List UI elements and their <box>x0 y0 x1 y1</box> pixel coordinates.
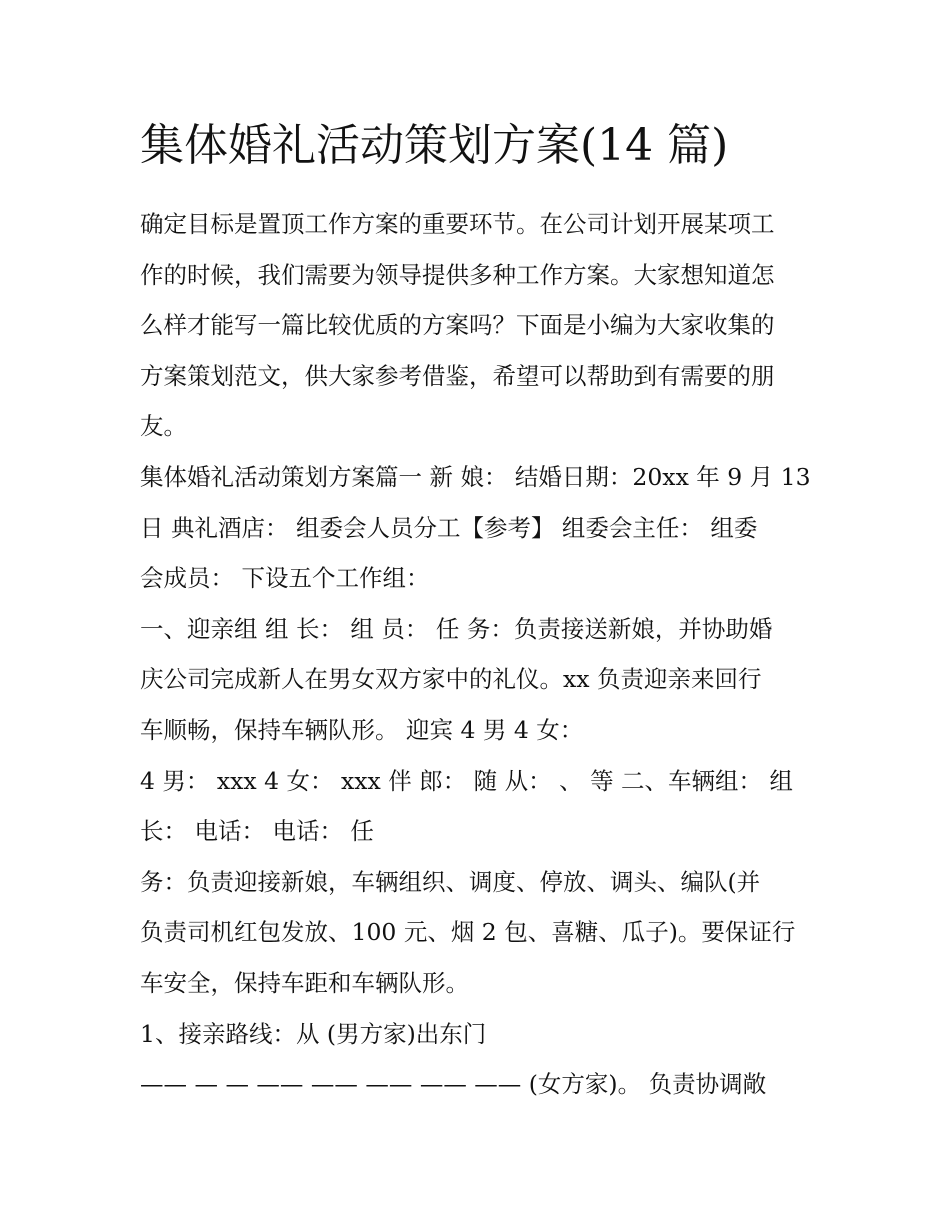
paragraph-line: 1、接亲路线：从 (男方家)出东门 <box>140 1019 487 1048</box>
paragraph-line: —— — — —— —— —— —— —— (女方家)。 负责协调敞 <box>140 1070 767 1099</box>
paragraph-line: 长： 电话： 电话： 任 <box>140 817 374 846</box>
paragraph-line: 务：负责迎接新娘，车辆组织、调度、停放、调头、编队(并 <box>140 867 761 896</box>
paragraph-line: 日 典礼酒店： 组委会人员分工【参考】 组委会主任： 组委 <box>140 513 758 542</box>
paragraph-line: 4 男： xxx 4 女： xxx 伴 郎： 随 从： 、 等 二、车辆组： 组 <box>140 766 794 795</box>
paragraph-line: 方案策划范文，供大家参考借鉴，希望可以帮助到有需要的朋 <box>140 361 775 390</box>
paragraph-line: 负责司机红包发放、100 元、烟 2 包、喜糖、瓜子)。要保证行 <box>140 918 796 947</box>
document-body <box>140 199 830 1110</box>
paragraph-line: 一、迎亲组 组 长： 组 员： 任 务：负责接送新娘，并协助婚 <box>140 614 773 643</box>
paragraph-line: 作的时候，我们需要为领导提供多种工作方案。大家想知道怎 <box>140 260 775 289</box>
paragraph-line: 庆公司完成新人在男女双方家中的礼仪。xx 负责迎亲来回行 <box>140 665 762 694</box>
paragraph-line: 车安全，保持车距和车辆队形。 <box>140 968 469 997</box>
paragraph-line: 车顺畅，保持车辆队形。 迎宾 4 男 4 女： <box>140 715 584 744</box>
document-title: 集体婚礼活动策划方案(14 篇) <box>140 120 729 171</box>
paragraph-line: 友。 <box>140 412 187 441</box>
paragraph-line: 集体婚礼活动策划方案篇一 新 娘： 结婚日期：20xx 年 9 月 13 <box>140 462 811 491</box>
paragraph-line: 确定目标是置顶工作方案的重要环节。在公司计划开展某项工 <box>140 210 775 238</box>
paragraph-line: 么样才能写一篇比较优质的方案吗？下面是小编为大家收集的 <box>140 311 775 340</box>
paragraph-line: 会成员： 下设五个工作组： <box>140 564 430 593</box>
